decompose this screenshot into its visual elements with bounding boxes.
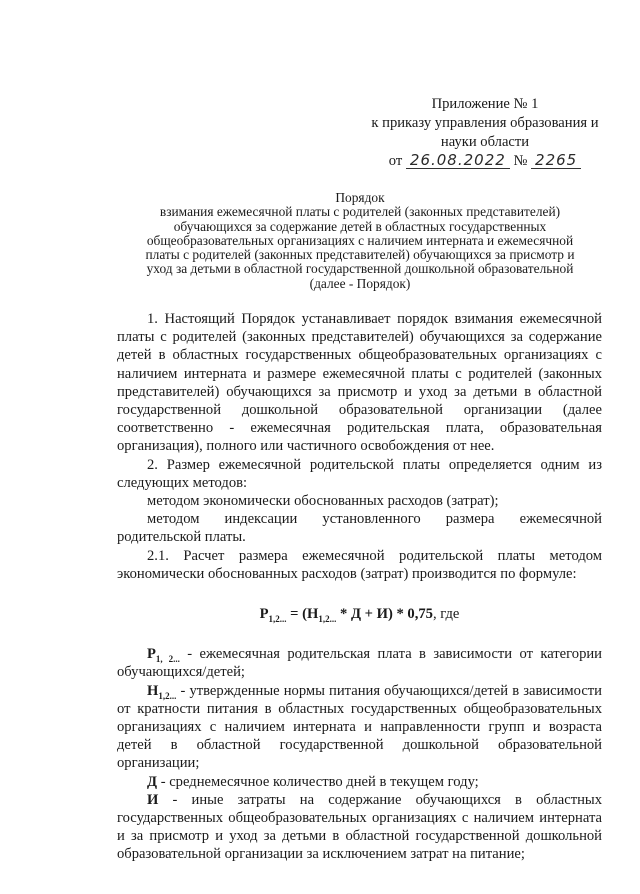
definition-d-symbol: Д xyxy=(147,773,158,790)
title-line: обучающихся за содержание детей в областных государственных xyxy=(173,218,547,234)
definition-p-text: - ежемесячная родительская плата в зависимости от категории обучающихся/детей; xyxy=(117,646,602,681)
formula-tail: , где xyxy=(432,606,460,623)
document-title-block xyxy=(110,191,610,291)
paragraph-2: 2. Размер ежемесячной родительской платы определяется одним из следующих методов: xyxy=(117,456,602,491)
formula xyxy=(117,605,602,623)
appendix-order-line: к приказу управления образования и xyxy=(371,115,599,131)
definition-n-sub: 1,2... xyxy=(158,690,177,701)
title-line: уход за детьми в областной государственной дошкольной образовательной xyxy=(146,261,574,277)
definition-p-sub: 1, 2... xyxy=(155,654,180,665)
title-line: взимания ежемесячной платы с родителей (законных представителей) xyxy=(159,204,561,220)
definition-n-text: - утвержденные нормы питания обучающихся/детей в зависимости от кратности питания в областных государственных общеобразовательных организациях с наличием интерната и направленности групп и возраста детей в областной государственной дошкольной образовательной организации; xyxy=(117,682,602,772)
formula-rest: * Д + И) * 0,75 xyxy=(336,606,433,623)
paragraph-method-1: методом экономически обоснованных расходов (затрат); xyxy=(147,493,499,510)
title-line: (далее - Порядок) xyxy=(309,275,411,291)
paragraph-1: 1. Настоящий Порядок устанавливает порядок взимания ежемесячной платы с родителей (законных представителей) обучающихся за содержание детей в областных государственных общеобразовательных организациях с наличием интерната и размере ежемесячной платы с родителей (законных представителей) обучающихся за присмотр и уход за детьми в областной государственной дошкольной образовательной организации (далее соответственно - ежемесячная родительская плата, образовательная организация), полного или частичного освобождения от нее. xyxy=(117,311,602,455)
paragraph-2-1: 2.1. Расчет размера ежемесячной родительской платы методом экономически обоснованных расходов (затрат) производится по формуле: xyxy=(117,547,602,582)
document-heading: Порядок xyxy=(335,190,385,205)
formula-p: Р xyxy=(259,606,269,623)
definition-i xyxy=(117,791,602,864)
definition-d xyxy=(117,773,602,791)
definition-p xyxy=(117,645,602,681)
appendix-date-line xyxy=(360,152,610,171)
definition-i-text: - иные затраты на содержание обучающихся в областных государственных общеобразовательных организациях с наличием интерната и за присмотр и уход за детьми в областной государственной дошкольной образовательной организации за исключением затрат на питание; xyxy=(117,791,602,863)
appendix-header xyxy=(360,95,610,171)
definition-n xyxy=(117,682,602,773)
formula-n-sub: 1,2... xyxy=(318,613,337,624)
formula-p-sub: 1,2... xyxy=(268,613,287,624)
definition-i-symbol: И xyxy=(147,791,159,808)
handwritten-number: 2265 xyxy=(531,152,581,169)
handwritten-date: 26.08.2022 xyxy=(406,152,510,169)
title-line: общеобразовательных организациях с наличием интерната и ежемесячной xyxy=(146,232,574,248)
title-line: платы с родителей (законных представителей) обучающихся за присмотр и xyxy=(145,247,575,263)
definition-p-symbol: Р xyxy=(147,646,156,663)
date-prefix: от xyxy=(388,153,403,169)
number-prefix: № xyxy=(513,153,528,169)
paragraph-method-2: методом индексации установленного размера ежемесячной родительской платы. xyxy=(117,511,602,546)
formula-eq: = (Н xyxy=(286,606,319,623)
definition-n-symbol: Н xyxy=(147,682,159,699)
appendix-authority-line: науки области xyxy=(440,134,530,150)
document-body xyxy=(117,310,602,864)
definition-d-text: - среднемесячное количество дней в текущем году; xyxy=(157,773,479,790)
appendix-title: Приложение № 1 xyxy=(431,96,539,112)
